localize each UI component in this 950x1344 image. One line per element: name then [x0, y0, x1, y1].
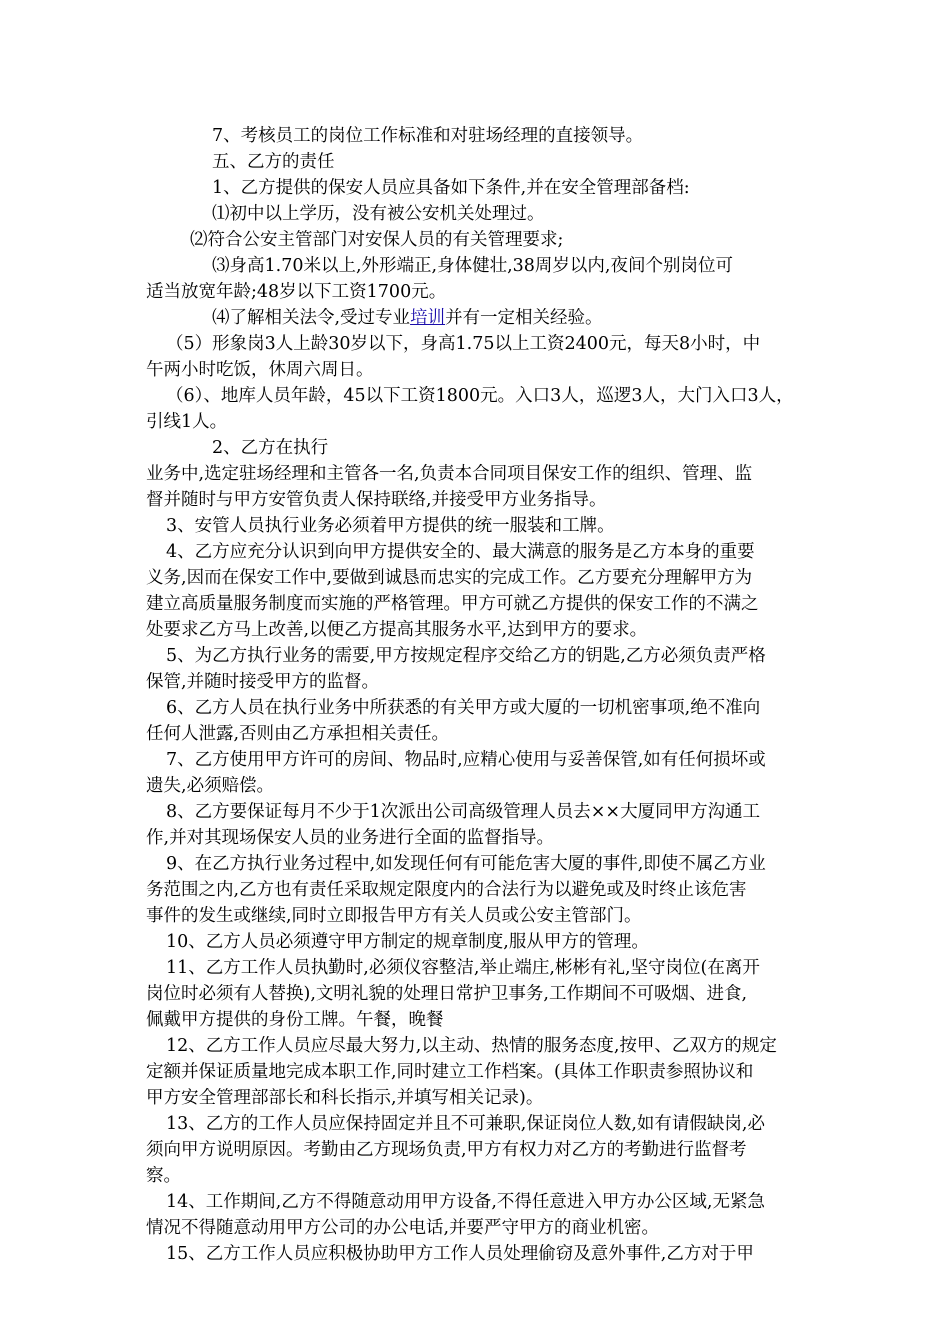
paragraph-line: 义务,因而在保安工作中,要做到诚恳而忠实的完成工作。乙方要充分理解甲方为 [146, 568, 753, 588]
paragraph-line: 甲方安全管理部部长和科长指示,并填写相关记录)。 [146, 1088, 544, 1108]
paragraph-line: 14、工作期间,乙方不得随意动用甲方设备,不得任意进入甲方办公区域,无紧急 [166, 1192, 765, 1212]
paragraph-line: 4、乙方应充分认识到向甲方提供安全的、最大满意的服务是乙方本身的重要 [166, 542, 755, 562]
paragraph-line: 业务中,选定驻场经理和主管各一名,负责本合同项目保安工作的组织、管理、监 [146, 464, 753, 484]
paragraph-line: 作,并对其现场保安人员的业务进行全面的监督指导。 [146, 828, 555, 848]
paragraph-line: （6）、地库人员年龄，45以下工资1800元。入口3人，巡逻3人，大门入口3人， [166, 386, 794, 406]
paragraph-line: 督并随时与甲方安管负责人保持联络,并接受甲方业务指导。 [146, 490, 607, 510]
paragraph-line: 引线1人。 [146, 412, 228, 432]
paragraph-line: ⑴初中以上学历，没有被公安机关处理过。 [212, 204, 545, 224]
section-heading: 五、乙方的责任 [212, 152, 335, 172]
paragraph-line: 遗失,必须赔偿。 [146, 776, 275, 796]
line-text-after-link: 并有一定相关经验。 [445, 308, 603, 328]
paragraph-line: 务范围之内,乙方也有责任采取规定限度内的合法行为以避免或及时终止该危害 [146, 880, 747, 900]
paragraph-line: 情况不得随意动用甲方公司的办公电话,并要严守甲方的商业机密。 [146, 1218, 660, 1238]
paragraph-line: 13、乙方的工作人员应保持固定并且不可兼职,保证岗位人数,如有请假缺岗,必 [166, 1114, 765, 1134]
paragraph-line: （5）形象岗3人上龄30岁以下，身高1.75以上工资2400元，每天8小时，中 [166, 334, 761, 354]
paragraph-line: 7、考核员工的岗位工作标准和对驻场经理的直接领导。 [212, 126, 644, 146]
paragraph-line: 9、在乙方执行业务过程中,如发现任何有可能危害大厦的事件,即使不属乙方业 [166, 854, 766, 874]
paragraph-line: 7、乙方使用甲方许可的房间、物品时,应精心使用与妥善保管,如有任何损坏或 [166, 750, 766, 770]
paragraph-line-with-link [212, 306, 603, 330]
paragraph-line: 8、乙方要保证每月不少于1次派出公司高级管理人员去××大厦同甲方沟通工 [166, 802, 761, 822]
paragraph-line: 任何人泄露,否则由乙方承担相关责任。 [146, 724, 450, 744]
paragraph-line: 15、乙方工作人员应积极协助甲方工作人员处理偷窃及意外事件,乙方对于甲 [166, 1244, 754, 1264]
paragraph-line: 岗位时必须有人替换),文明礼貌的处理日常护卫事务,工作期间不可吸烟、进食, [146, 984, 748, 1004]
paragraph-line: ⑵符合公安主管部门对安保人员的有关管理要求; [190, 230, 564, 250]
paragraph-line: 保管,并随时接受甲方的监督。 [146, 672, 380, 692]
paragraph-line: 3、安管人员执行业务必须着甲方提供的统一服装和工牌。 [166, 516, 615, 536]
paragraph-line: 处要求乙方马上改善,以便乙方提高其服务水平,达到甲方的要求。 [146, 620, 648, 640]
line-text-before-link: ⑷了解相关法令,受过专业 [212, 308, 411, 328]
paragraph-line: ⑶身高1.70米以上,外形端正,身体健壮,38周岁以内,夜间个别岗位可 [212, 256, 733, 276]
paragraph-line: 事件的发生或继续,同时立即报告甲方有关人员或公安主管部门。 [146, 906, 642, 926]
paragraph-line: 1、乙方提供的保安人员应具备如下条件,并在安全管理部备档: [212, 178, 690, 198]
paragraph-line: 10、乙方人员必须遵守甲方制定的规章制度,服从甲方的管理。 [166, 932, 649, 952]
paragraph-line: 午两小时吃饭，休周六周日。 [146, 360, 374, 380]
paragraph-line: 定额并保证质量地完成本职工作,同时建立工作档案。(具体工作职责参照协议和 [146, 1062, 754, 1082]
training-link[interactable]: 培训 [410, 308, 446, 328]
paragraph-line: 2、乙方在执行 [212, 438, 329, 458]
paragraph-line: 11、乙方工作人员执勤时,必须仪容整洁,举止端庄,彬彬有礼,坚守岗位(在离开 [166, 958, 760, 978]
paragraph-line: 须向甲方说明原因。考勤由乙方现场负责,甲方有权力对乙方的考勤进行监督考 [146, 1140, 747, 1160]
paragraph-line: 6、乙方人员在执行业务中所获悉的有关甲方或大厦的一切机密事项,绝不准向 [166, 698, 761, 718]
paragraph-line: 12、乙方工作人员应尽最大努力,以主动、热情的服务态度,按甲、乙双方的规定 [166, 1036, 777, 1056]
paragraph-line: 佩戴甲方提供的身份工牌。午餐，晚餐 [146, 1010, 444, 1030]
paragraph-line: 建立高质量服务制度而实施的严格管理。甲方可就乙方提供的保安工作的不满之 [146, 594, 759, 614]
paragraph-line: 5、为乙方执行业务的需要,甲方按规定程序交给乙方的钥匙,乙方必须负责严格 [166, 646, 766, 666]
paragraph-line: 适当放宽年龄;48岁以下工资1700元。 [146, 282, 447, 302]
paragraph-line: 察。 [146, 1166, 181, 1186]
